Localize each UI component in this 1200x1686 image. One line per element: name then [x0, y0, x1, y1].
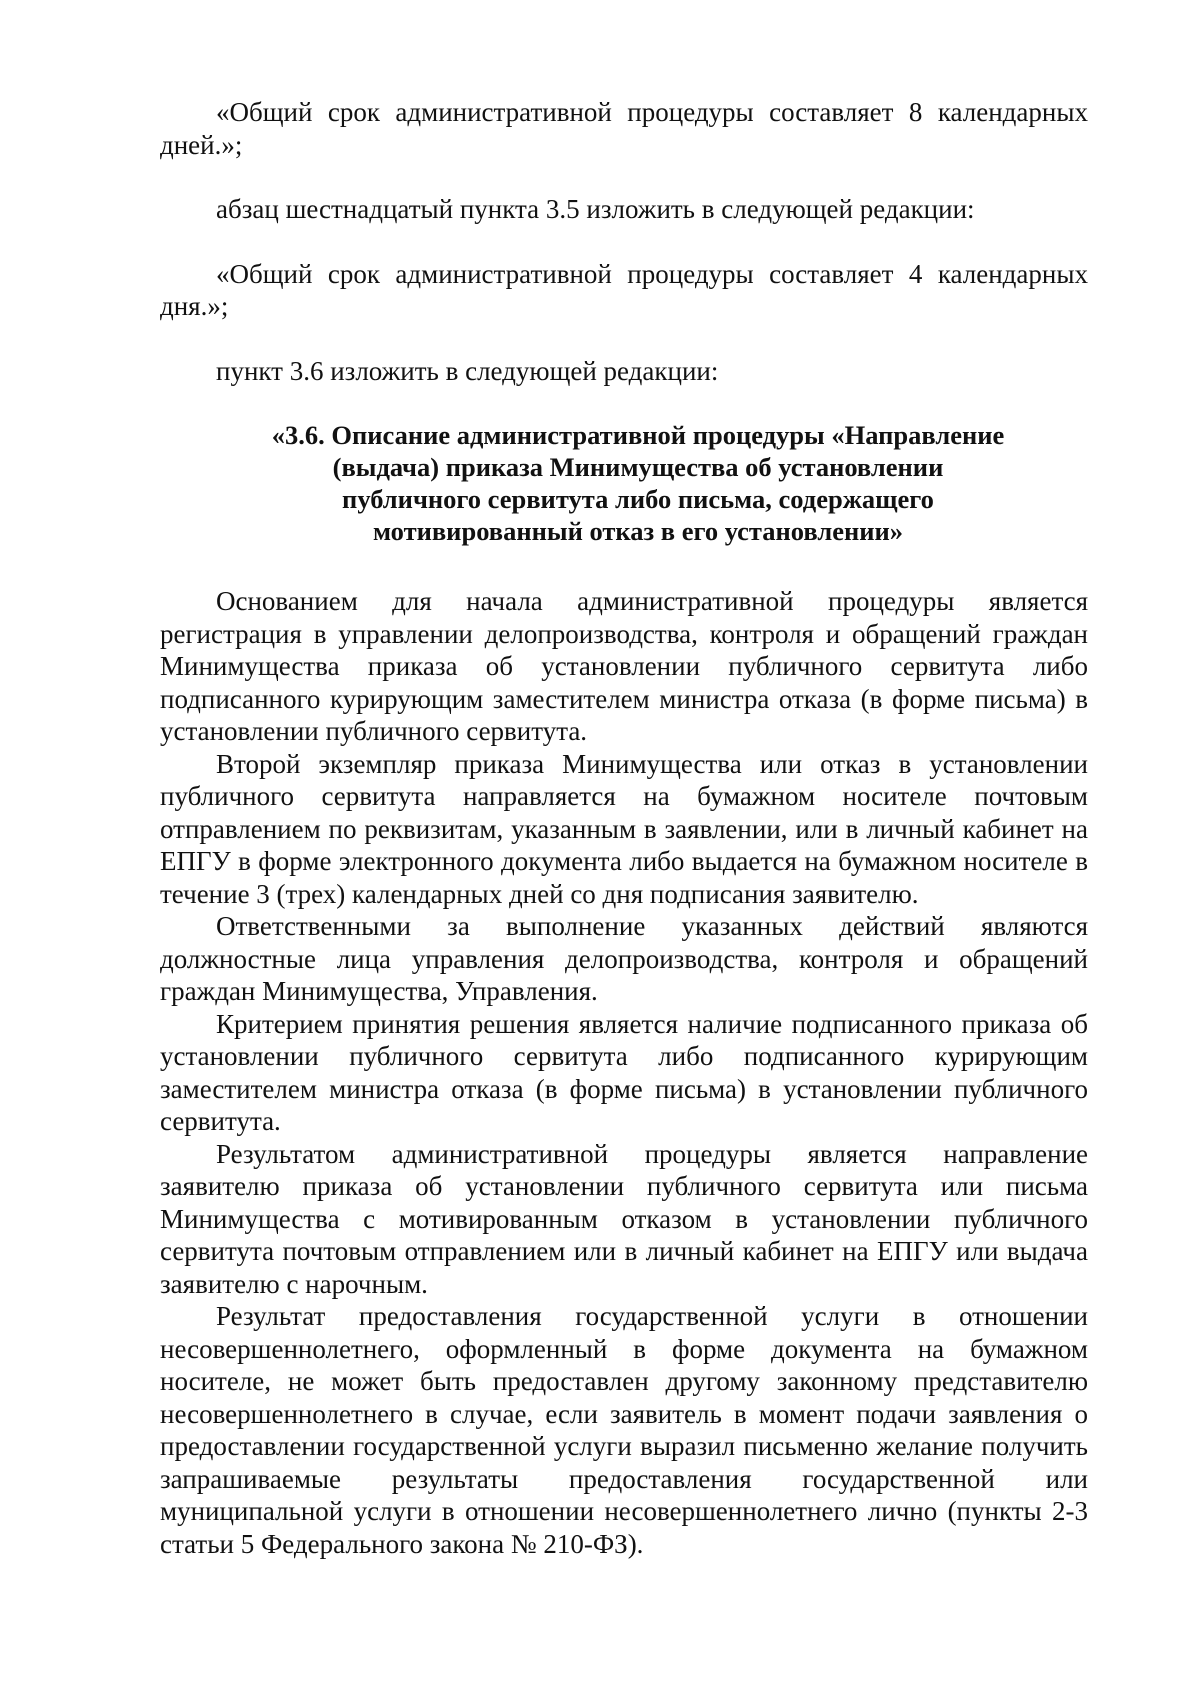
paragraph-term-8-days: «Общий срок административной процедуры составляет 8 календарных дней.»; [160, 97, 1088, 160]
section-heading-line: мотивированный отказ в его установлении» [372, 516, 904, 546]
section-heading-line: «3.6. Описание административной процедуры «Направление [271, 420, 1005, 450]
paragraph-minor-result: Результат предоставления государственной услуги в отношении несовершеннолетнего, оформленный в форме документа на бумажном носителе, не может быть предоставлен другому законному представителю несовершеннолетнего в случае, если заявитель в момент подачи заявления о предоставлении государственной услуги выразил письменно желание получить запрашиваемые результаты предоставления государственной или муниципальной услуги в отношении несовершеннолетнего лично (пункты 2-3 статьи 5 Федерального закона № 210-ФЗ). [160, 1301, 1088, 1559]
paragraph-amendment-3-6: пункт 3.6 изложить в следующей редакции: [216, 355, 719, 386]
paragraph-criterion: Критерием принятия решения является наличие подписанного приказа об установлении публичного сервитута либо подписанного курирующим заместителем министра отказа (в форме письма) в установлении публичного сервитута. [160, 1008, 1088, 1136]
document-page [160, 96, 1088, 1560]
paragraph-responsible: Ответственными за выполнение указанных действий являются должностные лица управления делопроизводства, контроля и обращений граждан Минимущества, Управления. [160, 911, 1088, 1006]
paragraph-second-copy: Второй экземпляр приказа Минимущества или отказ в установлении публичного сервитута направляется на бумажном носителе почтовым отправлением по реквизитам, указанным в заявлении, или в личный кабинет на ЕПГУ в форме электронного документа либо выдается на бумажном носителе в течение 3 (трех) календарных дней со дня подписания заявителю. [160, 748, 1088, 909]
paragraph-grounds: Основанием для начала административной процедуры является регистрация в управлении делопроизводства, контроля и обращений граждан Минимущества приказа об установлении публичного сервитута либо подписанного курирующим заместителем министра отказа (в форме письма) в установлении публичного сервитута. [160, 586, 1088, 746]
section-heading [244, 419, 1032, 547]
section-heading-line: (выдача) приказа Минимущества об установлении [332, 452, 944, 482]
section-heading-line: публичного сервитута либо письма, содержащего [342, 484, 934, 514]
paragraph-amendment-3-5: абзац шестнадцатый пункта 3.5 изложить в следующей редакции: [216, 194, 975, 224]
paragraph-term-4-days: «Общий срок административной процедуры составляет 4 календарных дня.»; [160, 258, 1088, 321]
paragraph-result: Результатом административной процедуры является направление заявителю приказа об установлении публичного сервитута или письма Минимущества с мотивированным отказом в установлении публичного сервитута почтовым отправлением или в личный кабинет на ЕПГУ или выдача заявителю с нарочным. [160, 1138, 1088, 1299]
